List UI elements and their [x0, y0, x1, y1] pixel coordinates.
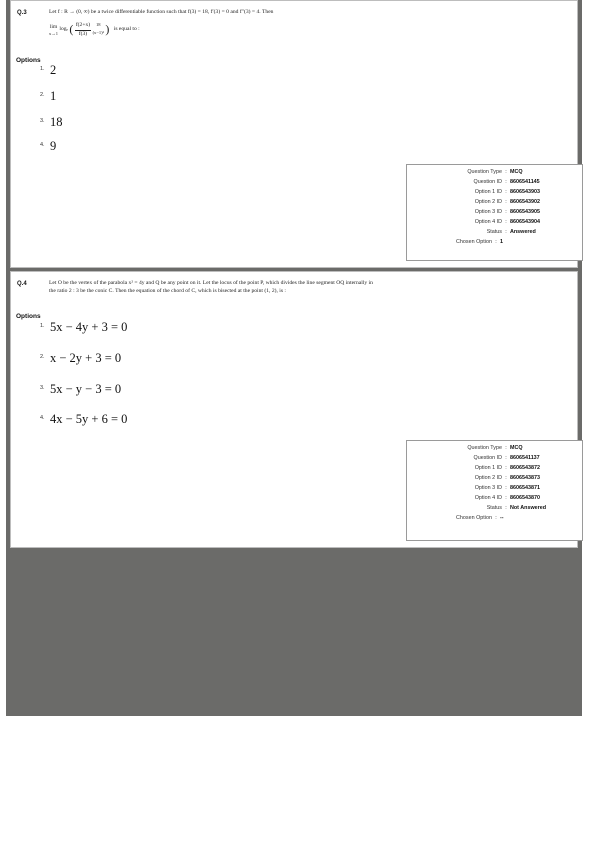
- power-value: 18: [96, 22, 101, 27]
- meta-value: MCQ: [510, 169, 523, 175]
- meta-key: Status: [486, 505, 502, 511]
- meta-key: Option 1 ID: [474, 465, 502, 471]
- meta-key: Chosen Option: [456, 239, 492, 245]
- option-text: 5x − y − 3 = 0: [50, 382, 122, 396]
- meta-row: Question ID : 8606541137: [407, 453, 582, 463]
- exponent-denominator: (x−1)²: [92, 29, 104, 35]
- meta-value: Answered: [510, 229, 536, 235]
- meta-value: Not Answered: [510, 505, 547, 511]
- meta-key: Status: [486, 229, 502, 235]
- meta-key: Option 3 ID: [474, 485, 502, 491]
- option-text: 2: [50, 63, 57, 77]
- question-meta-panel: [406, 440, 583, 541]
- meta-row: Option 2 ID : 8606543873: [407, 473, 582, 483]
- meta-value: MCQ: [510, 445, 523, 451]
- question-card-q4: [10, 271, 578, 548]
- question-number: Q.4: [17, 281, 27, 287]
- option-text: x − 2y + 3 = 0: [50, 351, 122, 365]
- meta-value: 8606543905: [510, 209, 540, 215]
- question-number: Q.3: [17, 10, 27, 16]
- option-number: 4.: [40, 142, 45, 148]
- meta-value: 8606543872: [510, 465, 540, 471]
- meta-row: Chosen Option : 1: [407, 237, 582, 247]
- meta-key: Chosen Option: [456, 515, 492, 521]
- meta-value: 8606543870: [510, 495, 540, 501]
- options-label: Options: [16, 313, 41, 320]
- meta-key: Option 2 ID: [474, 199, 502, 205]
- meta-value: 8606541137: [510, 455, 540, 461]
- stem-suffix: is equal to :: [113, 26, 140, 33]
- meta-row: Option 1 ID : 8606543872: [407, 463, 582, 473]
- meta-key: Option 1 ID: [474, 189, 502, 195]
- meta-row: Chosen Option : --: [407, 513, 582, 523]
- meta-row: Option 3 ID : 8606543905: [407, 207, 582, 217]
- meta-key: Question ID: [473, 455, 502, 461]
- meta-row: Option 3 ID : 8606543871: [407, 483, 582, 493]
- option-text: 18: [50, 115, 63, 129]
- option-text: 5x − 4y + 3 = 0: [50, 320, 128, 334]
- option-number: 4.: [40, 415, 45, 421]
- meta-key: Question Type: [467, 445, 502, 451]
- meta-value: 8606543902: [510, 199, 540, 205]
- limit-word: lim: [49, 23, 58, 30]
- options-label: Options: [16, 57, 41, 64]
- meta-key: Option 4 ID: [474, 219, 502, 225]
- meta-value: 8606543873: [510, 475, 540, 481]
- question-stem: Let f : R → (0, ∞) be a twice differentiable function such that f(3) = 18, f′(3) = 0 and f″(3) = 4. Then: [49, 9, 274, 15]
- option-number: 3.: [40, 118, 45, 124]
- meta-row: Status : Answered: [407, 227, 582, 237]
- limit-expression: lim x→1 logₑ ( $\frac{f(2+x)}{f(3)}$ 18 (x−1)² ) is equal to :: [49, 22, 140, 37]
- question-card-q3: [10, 0, 578, 268]
- meta-key: Question ID: [473, 179, 502, 185]
- meta-value: 8606541145: [510, 179, 540, 185]
- fraction-numerator: f(2+x): [75, 22, 91, 31]
- meta-key: Question Type: [467, 169, 502, 175]
- meta-key: Option 3 ID: [474, 209, 502, 215]
- fraction-denominator: f(3): [78, 30, 88, 37]
- meta-row: Question Type : MCQ: [407, 443, 582, 453]
- meta-row: Question Type : MCQ: [407, 167, 582, 177]
- limit-subscript: x→1: [49, 31, 58, 37]
- meta-row: Option 2 ID : 8606543902: [407, 197, 582, 207]
- option-text: 4x − 5y + 6 = 0: [50, 412, 128, 426]
- option-number: 2.: [40, 354, 45, 360]
- meta-value: 8606543903: [510, 189, 540, 195]
- fraction: [75, 22, 91, 38]
- meta-value: 8606543871: [510, 485, 540, 491]
- question-stem: Let O be the vertex of the parabola x² = 4y and Q be any point on it. Let the locus of the point P, which divides the line segment OQ internally in the ratio 2 : 3 be the conic C. Then the equation of the chord of C, which is bisected at the point (1, 2), is :: [49, 280, 373, 294]
- meta-value: --: [500, 515, 504, 521]
- meta-row: Option 1 ID : 8606543903: [407, 187, 582, 197]
- meta-value: 1: [500, 239, 503, 245]
- option-text: 9: [50, 139, 57, 153]
- option-number: 2.: [40, 92, 45, 98]
- meta-row: Question ID : 8606541145: [407, 177, 582, 187]
- option-number: 1.: [40, 66, 45, 72]
- log-text: logₑ: [59, 26, 68, 33]
- option-text: 1: [50, 89, 57, 103]
- meta-key: Option 2 ID: [474, 475, 502, 481]
- meta-row: Option 4 ID : 8606543870: [407, 493, 582, 503]
- meta-row: Option 4 ID : 8606543904: [407, 217, 582, 227]
- meta-row: Status : Not Answered: [407, 503, 582, 513]
- meta-key: Option 4 ID: [474, 495, 502, 501]
- option-number: 1.: [40, 323, 45, 329]
- option-number: 3.: [40, 385, 45, 391]
- question-meta-panel: [406, 164, 583, 261]
- meta-value: 8606543904: [510, 219, 540, 225]
